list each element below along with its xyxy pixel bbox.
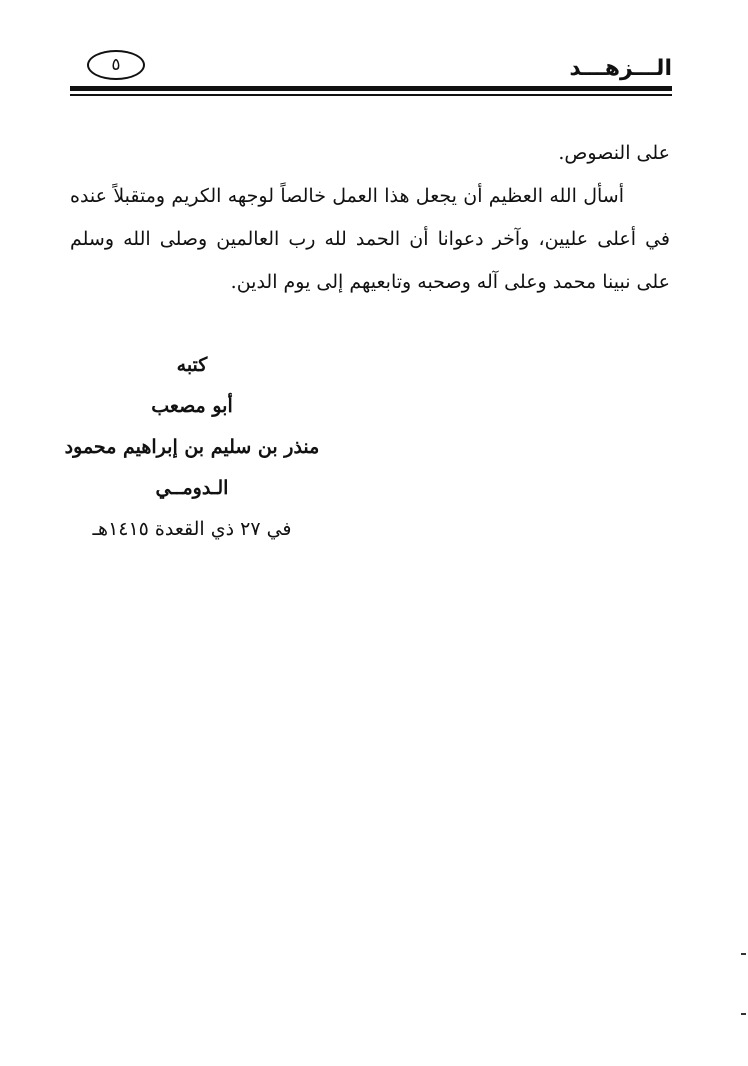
paragraph-1: على النصوص. <box>558 142 670 164</box>
signature-full-name: منذر بن سليم بن إبراهيم محمود <box>64 436 320 458</box>
header-rule-thin <box>70 94 672 96</box>
body-text <box>70 132 670 304</box>
page-number-badge <box>87 50 145 80</box>
paragraph-2: أسأل الله العظيم أن يجعل هذا العمل خالصاً لوجهه الكريم ومتقبلاً عنده في أعلى عليين، وآخر دعوانا أن الحمد لله رب العالمين وصلى الله وسلم على نبينا محمد وعلى آله وصحبه وتابعيهم إلى يوم الدين. <box>70 185 670 293</box>
signature-family-name: الـدومــي <box>155 477 229 499</box>
signature-line-wrote: كتبه <box>176 354 208 376</box>
header-rule-thick <box>70 86 672 91</box>
signature-block <box>42 345 342 550</box>
scan-mark <box>741 953 746 955</box>
book-title: الـــزهـــد <box>569 56 672 81</box>
page-header <box>70 46 672 96</box>
signature-date: في ٢٧ ذي القعدة ١٤١٥هـ <box>92 518 292 540</box>
signature-kunya: أبو مصعب <box>151 395 233 417</box>
scan-mark <box>741 1013 746 1015</box>
page-number: ٥ <box>111 55 121 75</box>
